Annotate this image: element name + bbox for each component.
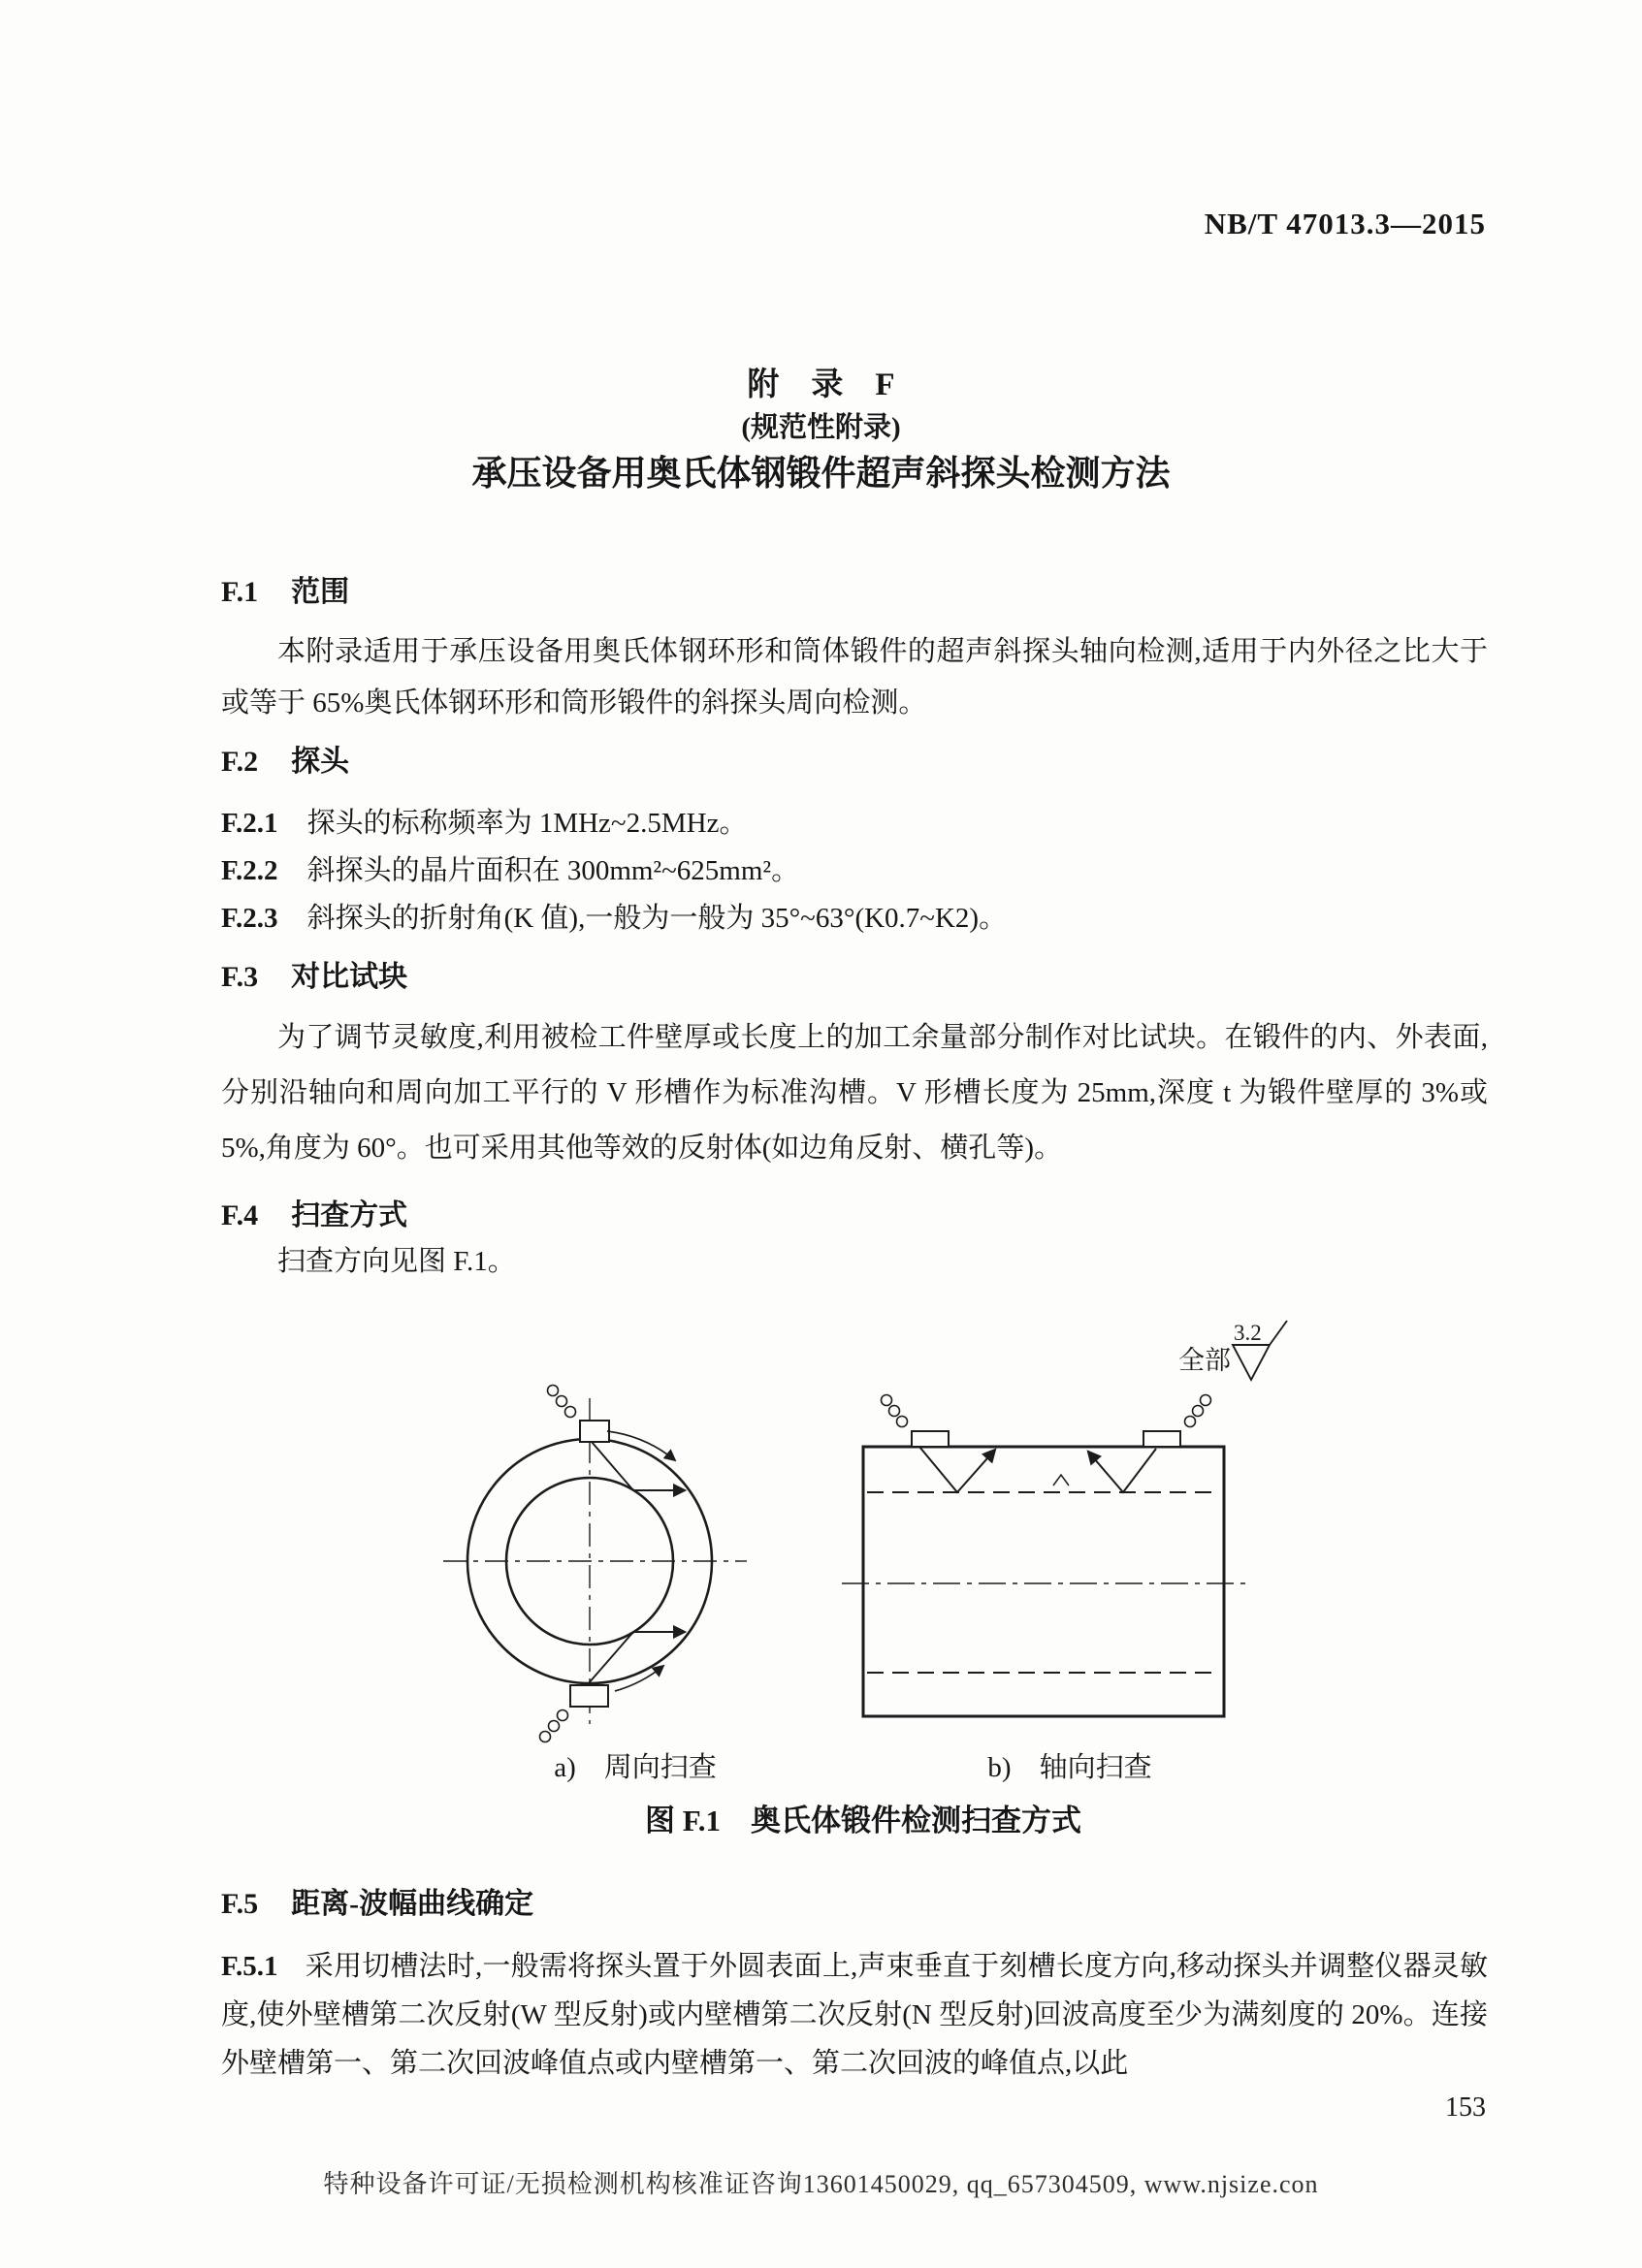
appendix-name: 承压设备用奥氏体钢锻件超声斜探头检测方法 xyxy=(471,454,1171,493)
left-probe-cable-coil xyxy=(882,1395,908,1427)
section-f4-title: 扫查方式 xyxy=(291,1199,408,1231)
left-probe xyxy=(912,1431,949,1447)
section-f2-number: F.2 xyxy=(221,746,259,778)
certification-footer: 特种设备许可证/无损检测机构核准证咨询13601450029, qq_657304509, www.njsize.con xyxy=(323,2170,1319,2198)
page-number: 153 xyxy=(1445,2092,1486,2123)
right-probe-cable-coil xyxy=(1185,1395,1211,1427)
clause-f2-2-number: F.2.2 xyxy=(221,855,278,886)
figure-label-a: a) 周向扫查 xyxy=(554,1752,717,1783)
top-probe xyxy=(580,1421,609,1442)
notch-mark xyxy=(1053,1475,1069,1485)
section-f5-title: 距离-波幅曲线确定 xyxy=(291,1888,534,1920)
top-scan-direction-arrow xyxy=(607,1431,675,1460)
section-f2-title: 探头 xyxy=(291,746,350,778)
section-f1-body: 本附录适用于承压设备用奥氏体钢环形和筒体锻件的超声斜探头轴向检测,适用于内外径之比大于或等于 65%奥氏体钢环形和筒形锻件的斜探头周向检测。 xyxy=(221,636,1488,719)
clause-f2-3-number: F.2.3 xyxy=(221,903,278,934)
clause-f2-2 xyxy=(221,848,1488,888)
section-f2-heading xyxy=(221,737,349,780)
appendix-title: 附 录 F xyxy=(747,367,895,402)
section-f1-number: F.1 xyxy=(221,576,259,608)
section-f5-number: F.5 xyxy=(221,1888,259,1920)
axial-scan-diagram xyxy=(842,1395,1245,1717)
clause-f5-1 xyxy=(221,1942,1488,2088)
clause-f2-1-text: 探头的标称频率为 1MHz~2.5MHz。 xyxy=(306,808,748,839)
top-probe-cable-coil xyxy=(548,1386,576,1418)
cylinder-body xyxy=(863,1447,1224,1716)
section-f1-heading xyxy=(221,567,349,610)
left-v-beam-path xyxy=(919,1447,995,1492)
right-v-beam-path xyxy=(1088,1449,1156,1492)
roughness-value-label: 3.2 xyxy=(1234,1321,1262,1345)
bottom-beam-path xyxy=(588,1632,685,1684)
section-f3-heading xyxy=(221,952,407,995)
figure-label-b: b) 轴向扫查 xyxy=(987,1752,1152,1783)
figure-f1-drawing xyxy=(407,1319,1290,1774)
section-f4-number: F.4 xyxy=(221,1199,259,1231)
appendix-type: (规范性附录) xyxy=(741,412,901,443)
surface-note-label: 全部 xyxy=(1178,1346,1231,1375)
section-f3-title: 对比试块 xyxy=(291,961,408,993)
clause-f2-2-text: 斜探头的晶片面积在 300mm²~625mm²。 xyxy=(306,855,800,886)
bottom-probe-cable-coil xyxy=(540,1710,568,1742)
standard-number-header: NB/T 47013.3—2015 xyxy=(1204,207,1486,240)
circumferential-scan-diagram xyxy=(443,1386,747,1742)
section-f3-body: 为了调节灵敏度,利用被检工件壁厚或长度上的加工余量部分制作对比试块。在锻件的内、外表面,分别沿轴向和周向加工平行的 V 形槽作为标准沟槽。V 形槽长度为 25mm,深度 t 为锻件壁厚的 3%或 5%,角度为 60°。也可采用其他等效的反射体(如边角反射、横孔等)。 xyxy=(221,1022,1488,1164)
right-probe xyxy=(1143,1431,1180,1447)
clause-f2-1-number: F.2.1 xyxy=(221,808,278,839)
clause-f2-3-text: 斜探头的折射角(K 值),一般为一般为 35°~63°(K0.7~K2)。 xyxy=(306,903,1008,934)
section-f5-heading xyxy=(221,1879,533,1922)
section-f4-body: 扫查方向见图 F.1。 xyxy=(277,1246,516,1277)
section-f1-title: 范围 xyxy=(291,576,350,608)
clause-f5-1-text: 采用切槽法时,一般需将探头置于外圆表面上,声束垂直于刻槽长度方向,移动探头并调整仪器灵敏度,使外壁槽第二次反射(W 型反射)或内壁槽第二次反射(N 型反射)回波高度至少为满刻度的 20%。连接外壁槽第一、第二次回波峰值点或内壁槽第一、第二次回波的峰值点,以此 xyxy=(221,1951,1488,2079)
bottom-probe xyxy=(570,1685,608,1707)
clause-f5-1-number: F.5.1 xyxy=(221,1951,278,1982)
clause-f2-1 xyxy=(221,801,1488,841)
surface-roughness-note xyxy=(1178,1321,1287,1380)
figure-caption: 图 F.1 奥氏体锻件检测扫查方式 xyxy=(644,1804,1082,1837)
clause-f2-3 xyxy=(221,896,1488,936)
section-f3-number: F.3 xyxy=(221,961,259,993)
section-f4-heading xyxy=(221,1191,407,1233)
